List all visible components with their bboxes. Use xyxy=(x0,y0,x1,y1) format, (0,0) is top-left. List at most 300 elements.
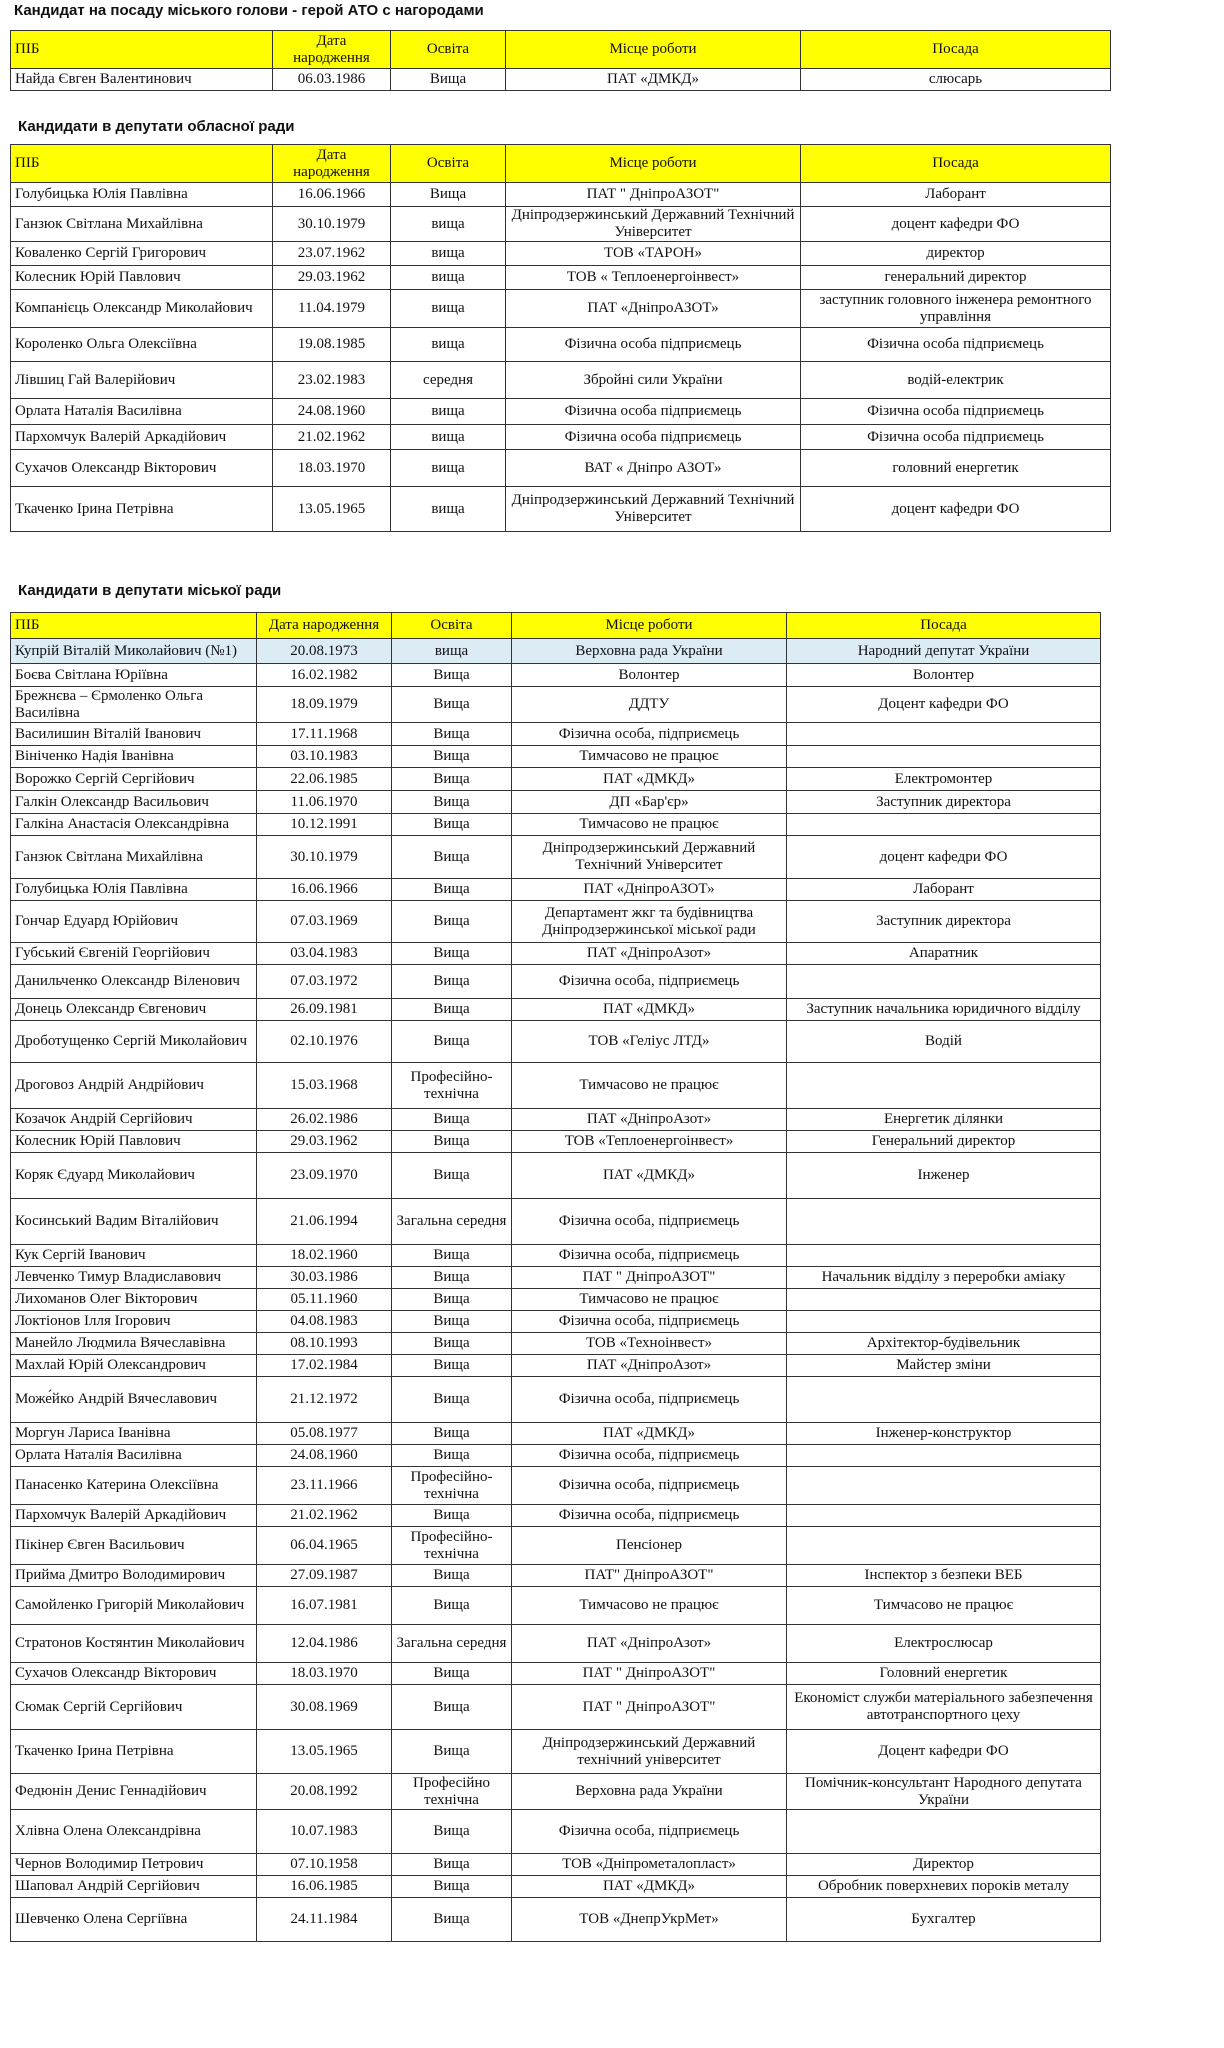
cell-education: Вища xyxy=(392,999,512,1021)
cell-education: Професійно технічна xyxy=(392,1774,512,1810)
cell-education: вища xyxy=(391,399,506,425)
cell-birthdate: 30.03.1986 xyxy=(257,1267,392,1289)
cell-education: Вища xyxy=(392,1153,512,1199)
table-row xyxy=(11,399,1111,425)
cell-education: Вища xyxy=(392,1289,512,1311)
table-row xyxy=(11,1289,1101,1311)
cell-education: Вища xyxy=(392,1565,512,1587)
cell-name: Шаповал Андрій Сергійович xyxy=(11,1876,257,1898)
cell-position xyxy=(787,746,1101,768)
cell-birthdate: 21.12.1972 xyxy=(257,1377,392,1423)
cell-name: Пархомчук Валерій Аркадійович xyxy=(11,425,273,450)
cell-workplace: ПАТ «ДніпроАзот» xyxy=(512,943,787,965)
cell-education: Вища xyxy=(392,723,512,746)
header-education: Освіта xyxy=(391,145,506,183)
cell-position xyxy=(787,1199,1101,1245)
table-row xyxy=(11,1876,1101,1898)
cell-education: Вища xyxy=(392,1898,512,1942)
cell-workplace: ПАТ " ДніпроАЗОТ" xyxy=(512,1663,787,1685)
cell-workplace: Дніпродзержинський Державний Технічний Університет xyxy=(512,836,787,879)
cell-workplace: ТОВ « Теплоенергоінвест» xyxy=(506,266,801,290)
cell-birthdate: 20.08.1973 xyxy=(257,639,392,664)
table-row xyxy=(11,425,1111,450)
table-row xyxy=(11,791,1101,814)
cell-education: Вища xyxy=(392,1245,512,1267)
cell-position: Водій xyxy=(787,1021,1101,1063)
table-row xyxy=(11,1625,1101,1663)
cell-position xyxy=(787,965,1101,999)
table-row xyxy=(11,1311,1101,1333)
cell-education: Вища xyxy=(392,1810,512,1854)
cell-name: Купрій Віталій Миколайович (№1) xyxy=(11,639,257,664)
cell-name: Брежнєва – Єрмоленко Ольга Василівна xyxy=(11,687,257,723)
cell-workplace: ВАТ « Дніпро АЗОТ» xyxy=(506,450,801,487)
cell-position xyxy=(787,814,1101,836)
cell-education: вища xyxy=(392,639,512,664)
cell-education: Вища xyxy=(392,1663,512,1685)
cell-birthdate: 06.04.1965 xyxy=(257,1527,392,1565)
table-row xyxy=(11,1063,1101,1109)
cell-position: слюсарь xyxy=(801,69,1111,91)
cell-position: головний енергетик xyxy=(801,450,1111,487)
cell-workplace: Фізична особа, підприємець xyxy=(512,1445,787,1467)
table-row xyxy=(11,836,1101,879)
table-row xyxy=(11,999,1101,1021)
cell-workplace: ПАТ" ДніпроАЗОТ" xyxy=(512,1565,787,1587)
cell-name: Донець Олександр Євгенович xyxy=(11,999,257,1021)
cell-birthdate: 07.03.1969 xyxy=(257,901,392,943)
table-row xyxy=(11,1131,1101,1153)
cell-name: Данильченко Олександр Віленович xyxy=(11,965,257,999)
header-workplace: Місце роботи xyxy=(512,613,787,639)
cell-education: Вища xyxy=(392,791,512,814)
cell-position: доцент кафедри ФО xyxy=(801,487,1111,532)
table-row xyxy=(11,1854,1101,1876)
cell-name: Боєва Світлана Юріївна xyxy=(11,664,257,687)
cell-name: Моргун Лариса Іванівна xyxy=(11,1423,257,1445)
cell-position: Лаборант xyxy=(787,879,1101,901)
cell-name: Голубицька Юлія Павлівна xyxy=(11,183,273,207)
cell-birthdate: 16.06.1985 xyxy=(257,1876,392,1898)
cell-name: Короленко Ольга Олексіївна xyxy=(11,328,273,362)
cell-position: Волонтер xyxy=(787,664,1101,687)
cell-workplace: Фізична особа підприємець xyxy=(506,328,801,362)
cell-workplace: Фізична особа, підприємець xyxy=(512,723,787,746)
header-position: Посада xyxy=(801,31,1111,69)
header-position: Посада xyxy=(801,145,1111,183)
cell-position: Головний енергетик xyxy=(787,1663,1101,1685)
cell-workplace: ТОВ «ДнепрУкрМет» xyxy=(512,1898,787,1942)
cell-birthdate: 07.03.1972 xyxy=(257,965,392,999)
cell-position: Фізична особа підприємець xyxy=(801,328,1111,362)
cell-workplace: ПАТ «ДніпроАЗОТ» xyxy=(506,290,801,328)
oblast-header-row xyxy=(11,145,1111,183)
cell-name: Василишин Віталій Іванович xyxy=(11,723,257,746)
table-row xyxy=(11,1445,1101,1467)
cell-birthdate: 03.10.1983 xyxy=(257,746,392,768)
cell-name: Найда Євген Валентинович xyxy=(11,69,273,91)
cell-name: Дроботущенко Сергій Миколайович xyxy=(11,1021,257,1063)
cell-position: Архітектор-будівельник xyxy=(787,1333,1101,1355)
cell-workplace: Фізична особа, підприємець xyxy=(512,1199,787,1245)
cell-education: Загальна середня xyxy=(392,1199,512,1245)
cell-name: Самойленко Григорій Миколайович xyxy=(11,1587,257,1625)
table-row xyxy=(11,768,1101,791)
cell-workplace: ПАТ " ДніпроАЗОТ" xyxy=(512,1685,787,1730)
cell-name: Чернов Володимир Петрович xyxy=(11,1854,257,1876)
header-position: Посада xyxy=(787,613,1101,639)
cell-education: Вища xyxy=(392,1876,512,1898)
table-row xyxy=(11,1565,1101,1587)
cell-birthdate: 26.09.1981 xyxy=(257,999,392,1021)
cell-workplace: Верховна рада України xyxy=(512,1774,787,1810)
cell-workplace: Тимчасово не працює xyxy=(512,746,787,768)
cell-birthdate: 02.10.1976 xyxy=(257,1021,392,1063)
cell-name: Колесник Юрій Павлович xyxy=(11,1131,257,1153)
cell-name: Пархомчук Валерій Аркадійович xyxy=(11,1505,257,1527)
cell-birthdate: 23.07.1962 xyxy=(273,242,391,266)
cell-education: Вища xyxy=(392,768,512,791)
cell-birthdate: 18.03.1970 xyxy=(257,1663,392,1685)
cell-education: Вища xyxy=(392,1109,512,1131)
cell-name: Галкіна Анастасія Олександрівна xyxy=(11,814,257,836)
cell-position xyxy=(787,1505,1101,1527)
cell-workplace: Тимчасово не працює xyxy=(512,1587,787,1625)
cell-name: Лихоманов Олег Вікторович xyxy=(11,1289,257,1311)
cell-workplace: Тимчасово не працює xyxy=(512,1063,787,1109)
cell-education: Вища xyxy=(392,1445,512,1467)
table-row xyxy=(11,746,1101,768)
cell-position: Апаратник xyxy=(787,943,1101,965)
cell-education: Вища xyxy=(392,1685,512,1730)
cell-birthdate: 10.12.1991 xyxy=(257,814,392,836)
cell-position xyxy=(787,1245,1101,1267)
cell-workplace: Дніпродзержинський Державний Технічний Університет xyxy=(506,487,801,532)
cell-birthdate: 23.09.1970 xyxy=(257,1153,392,1199)
cell-birthdate: 22.06.1985 xyxy=(257,768,392,791)
cell-name: Прийма Дмитро Володимирович xyxy=(11,1565,257,1587)
cell-name: Сухачов Олександр Вікторович xyxy=(11,450,273,487)
cell-education: Вища xyxy=(392,879,512,901)
table-row xyxy=(11,1423,1101,1445)
cell-workplace: Тимчасово не працює xyxy=(512,1289,787,1311)
cell-position: заступник головного інженера ремонтного управління xyxy=(801,290,1111,328)
cell-education: Вища xyxy=(392,965,512,999)
cell-education: Професійно-технічна xyxy=(392,1527,512,1565)
header-name: ПІБ xyxy=(11,613,257,639)
cell-birthdate: 30.08.1969 xyxy=(257,1685,392,1730)
table-row xyxy=(11,207,1111,242)
cell-name: Хлівна Олена Олександрівна xyxy=(11,1810,257,1854)
cell-birthdate: 06.03.1986 xyxy=(273,69,391,91)
table-row xyxy=(11,965,1101,999)
cell-workplace: Фізична особа, підприємець xyxy=(512,1505,787,1527)
cell-workplace: Фізична особа, підприємець xyxy=(512,1810,787,1854)
cell-education: Вища xyxy=(392,1267,512,1289)
cell-name: Галкін Олександр Васильович xyxy=(11,791,257,814)
cell-workplace: Фізична особа, підприємець xyxy=(512,1377,787,1423)
cell-education: Вища xyxy=(392,1021,512,1063)
cell-workplace: ПАТ «ДМКД» xyxy=(512,1876,787,1898)
cell-name: Колесник Юрій Павлович xyxy=(11,266,273,290)
cell-education: Вища xyxy=(392,1854,512,1876)
cell-birthdate: 27.09.1987 xyxy=(257,1565,392,1587)
cell-birthdate: 13.05.1965 xyxy=(257,1730,392,1774)
cell-education: Вища xyxy=(392,1423,512,1445)
cell-workplace: ДДТУ xyxy=(512,687,787,723)
cell-education: Вища xyxy=(392,746,512,768)
cell-name: Махлай Юрій Олександрович xyxy=(11,1355,257,1377)
cell-workplace: ТОВ «Теплоенергоінвест» xyxy=(512,1131,787,1153)
cell-workplace: Фізична особа підприємець xyxy=(506,425,801,450)
table-row xyxy=(11,723,1101,746)
table-row xyxy=(11,1730,1101,1774)
mayor-section-title: Кандидат на посаду міського голови - герой АТО с нагородами xyxy=(14,2,484,19)
cell-birthdate: 11.04.1979 xyxy=(273,290,391,328)
cell-name: Дроговоз Андрій Андрійович xyxy=(11,1063,257,1109)
table-row xyxy=(11,1267,1101,1289)
cell-birthdate: 05.08.1977 xyxy=(257,1423,392,1445)
cell-name: Сюмак Сергій Сергійович xyxy=(11,1685,257,1730)
cell-birthdate: 24.11.1984 xyxy=(257,1898,392,1942)
table-row xyxy=(11,901,1101,943)
cell-name: Левченко Тимур Владиславович xyxy=(11,1267,257,1289)
header-education: Освіта xyxy=(391,31,506,69)
cell-birthdate: 08.10.1993 xyxy=(257,1333,392,1355)
cell-education: Вища xyxy=(392,1333,512,1355)
cell-birthdate: 03.04.1983 xyxy=(257,943,392,965)
cell-education: Вища xyxy=(392,814,512,836)
cell-position: Доцент кафедри ФО xyxy=(787,1730,1101,1774)
cell-birthdate: 16.07.1981 xyxy=(257,1587,392,1625)
cell-name: Коряк Єдуард Миколайович xyxy=(11,1153,257,1199)
cell-position: Інженер xyxy=(787,1153,1101,1199)
table-row xyxy=(11,1153,1101,1199)
cell-position: генеральний директор xyxy=(801,266,1111,290)
cell-workplace: Збройні сили України xyxy=(506,362,801,399)
cell-position: Фізична особа підприємець xyxy=(801,399,1111,425)
cell-birthdate: 17.11.1968 xyxy=(257,723,392,746)
cell-name: Компанієць Олександр Миколайович xyxy=(11,290,273,328)
cell-name: Може́йко Андрій Вячеславович xyxy=(11,1377,257,1423)
cell-education: вища xyxy=(391,242,506,266)
table-row xyxy=(11,1505,1101,1527)
table-row xyxy=(11,362,1111,399)
cell-birthdate: 13.05.1965 xyxy=(273,487,391,532)
cell-education: Вища xyxy=(391,69,506,91)
cell-name: Ганзюк Світлана Михайлівна xyxy=(11,836,257,879)
cell-birthdate: 16.06.1966 xyxy=(257,879,392,901)
cell-birthdate: 18.02.1960 xyxy=(257,1245,392,1267)
cell-education: вища xyxy=(391,487,506,532)
table-row xyxy=(11,664,1101,687)
cell-name: Стратонов Костянтин Миколайович xyxy=(11,1625,257,1663)
cell-education: Вища xyxy=(392,943,512,965)
table-row xyxy=(11,328,1111,362)
table-row xyxy=(11,1467,1101,1505)
cell-birthdate: 24.08.1960 xyxy=(273,399,391,425)
cell-birthdate: 20.08.1992 xyxy=(257,1774,392,1810)
cell-birthdate: 16.02.1982 xyxy=(257,664,392,687)
cell-position: Економіст служби матеріального забезпечення автотранспортного цеху xyxy=(787,1685,1101,1730)
cell-name: Лівшиц Гай Валерійович xyxy=(11,362,273,399)
cell-education: Загальна середня xyxy=(392,1625,512,1663)
cell-education: Вища xyxy=(391,183,506,207)
city-section-title: Кандидати в депутати міської ради xyxy=(18,582,282,599)
cell-workplace: Фізична особа, підприємець xyxy=(512,965,787,999)
cell-position: Інженер-конструктор xyxy=(787,1423,1101,1445)
cell-birthdate: 18.09.1979 xyxy=(257,687,392,723)
cell-workplace: ПАТ «ДМКД» xyxy=(506,69,801,91)
cell-workplace: Тимчасово не працює xyxy=(512,814,787,836)
cell-workplace: Верховна рада України xyxy=(512,639,787,664)
cell-position xyxy=(787,1445,1101,1467)
cell-position xyxy=(787,1810,1101,1854)
cell-education: Професійно-технічна xyxy=(392,1467,512,1505)
cell-birthdate: 23.11.1966 xyxy=(257,1467,392,1505)
cell-position: Тимчасово не працює xyxy=(787,1587,1101,1625)
cell-name: Орлата Наталія Василівна xyxy=(11,399,273,425)
cell-birthdate: 12.04.1986 xyxy=(257,1625,392,1663)
cell-birthdate: 19.08.1985 xyxy=(273,328,391,362)
cell-birthdate: 15.03.1968 xyxy=(257,1063,392,1109)
cell-name: Вініченко Надія Іванівна xyxy=(11,746,257,768)
cell-name: Кук Сергій Іванович xyxy=(11,1245,257,1267)
table-row xyxy=(11,1587,1101,1625)
table-row xyxy=(11,242,1111,266)
cell-birthdate: 07.10.1958 xyxy=(257,1854,392,1876)
table-row xyxy=(11,183,1111,207)
cell-workplace: ТОВ «Геліус ЛТД» xyxy=(512,1021,787,1063)
cell-position: Фізична особа підприємець xyxy=(801,425,1111,450)
cell-workplace: Фізична особа, підприємець xyxy=(512,1311,787,1333)
cell-name: Ганзюк Світлана Михайлівна xyxy=(11,207,273,242)
cell-education: Вища xyxy=(392,901,512,943)
cell-position: Обробник поверхневих пороків металу xyxy=(787,1876,1101,1898)
cell-workplace: ТОВ «Дніпрометалопласт» xyxy=(512,1854,787,1876)
city-header-row xyxy=(11,613,1101,639)
header-name: ПІБ xyxy=(11,31,273,69)
table-row xyxy=(11,1199,1101,1245)
table-row xyxy=(11,1245,1101,1267)
mayor-candidates-table xyxy=(10,30,1111,91)
cell-education: Вища xyxy=(392,687,512,723)
cell-education: Вища xyxy=(392,1131,512,1153)
cell-workplace: Волонтер xyxy=(512,664,787,687)
cell-education: вища xyxy=(391,207,506,242)
cell-position: Енергетик ділянки xyxy=(787,1109,1101,1131)
cell-name: Панасенко Катерина Олексіївна xyxy=(11,1467,257,1505)
cell-birthdate: 18.03.1970 xyxy=(273,450,391,487)
table-row xyxy=(11,814,1101,836)
cell-education: вища xyxy=(391,425,506,450)
cell-position: Бухгалтер xyxy=(787,1898,1101,1942)
cell-position xyxy=(787,723,1101,746)
header-birthdate: Дата народження xyxy=(273,31,391,69)
table-row xyxy=(11,879,1101,901)
mayor-header-row xyxy=(11,31,1111,69)
cell-education: середня xyxy=(391,362,506,399)
cell-birthdate: 30.10.1979 xyxy=(273,207,391,242)
cell-position: Електрослюсар xyxy=(787,1625,1101,1663)
cell-workplace: ПАТ «ДМКД» xyxy=(512,999,787,1021)
table-row xyxy=(11,487,1111,532)
cell-workplace: Пенсіонер xyxy=(512,1527,787,1565)
cell-position: Майстер зміни xyxy=(787,1355,1101,1377)
table-row xyxy=(11,1663,1101,1685)
cell-birthdate: 21.02.1962 xyxy=(257,1505,392,1527)
cell-birthdate: 10.07.1983 xyxy=(257,1810,392,1854)
cell-name: Губський Євгеній Георгійович xyxy=(11,943,257,965)
cell-workplace: ТОВ «Техноінвест» xyxy=(512,1333,787,1355)
cell-education: Вища xyxy=(392,1355,512,1377)
table-row xyxy=(11,450,1111,487)
cell-name: Ткаченко Ірина Петрівна xyxy=(11,1730,257,1774)
table-row xyxy=(11,1377,1101,1423)
header-birthdate: Дата народження xyxy=(257,613,392,639)
cell-workplace: Дніпродзержинський Державний Технічний Університет xyxy=(506,207,801,242)
city-candidates-table xyxy=(10,612,1101,1942)
table-row xyxy=(11,1898,1101,1942)
cell-position: Заступник директора xyxy=(787,791,1101,814)
cell-workplace: ПАТ «ДніпроАзот» xyxy=(512,1109,787,1131)
cell-name: Ткаченко Ірина Петрівна xyxy=(11,487,273,532)
header-workplace: Місце роботи xyxy=(506,145,801,183)
cell-workplace: ПАТ " ДніпроАЗОТ" xyxy=(512,1267,787,1289)
cell-education: Вища xyxy=(392,1730,512,1774)
cell-position: доцент кафедри ФО xyxy=(801,207,1111,242)
oblast-candidates-table xyxy=(10,144,1111,532)
cell-education: вища xyxy=(391,266,506,290)
cell-name: Федюнін Денис Геннадійович xyxy=(11,1774,257,1810)
table-row xyxy=(11,290,1111,328)
cell-birthdate: 24.08.1960 xyxy=(257,1445,392,1467)
cell-position: Начальник відділу з переробки аміаку xyxy=(787,1267,1101,1289)
cell-workplace: ПАТ «ДМКД» xyxy=(512,768,787,791)
cell-name: Голубицька Юлія Павлівна xyxy=(11,879,257,901)
cell-position: Заступник начальника юридичного відділу xyxy=(787,999,1101,1021)
cell-workplace: ДП «Бар'єр» xyxy=(512,791,787,814)
cell-education: Вища xyxy=(392,1587,512,1625)
cell-name: Локтіонов Ілля Ігорович xyxy=(11,1311,257,1333)
cell-education: Вища xyxy=(392,836,512,879)
cell-birthdate: 05.11.1960 xyxy=(257,1289,392,1311)
cell-birthdate: 30.10.1979 xyxy=(257,836,392,879)
cell-position: Народний депутат України xyxy=(787,639,1101,664)
header-workplace: Місце роботи xyxy=(506,31,801,69)
cell-birthdate: 23.02.1983 xyxy=(273,362,391,399)
cell-name: Сухачов Олександр Вікторович xyxy=(11,1663,257,1685)
cell-workplace: ПАТ «ДніпроАзот» xyxy=(512,1625,787,1663)
table-row xyxy=(11,1685,1101,1730)
cell-workplace: ПАТ «ДніпроАЗОТ» xyxy=(512,879,787,901)
table-row xyxy=(11,1333,1101,1355)
cell-education: вища xyxy=(391,290,506,328)
cell-name: Орлата Наталія Василівна xyxy=(11,1445,257,1467)
cell-position: Лаборант xyxy=(801,183,1111,207)
cell-workplace: ПАТ «ДніпроАзот» xyxy=(512,1355,787,1377)
table-row xyxy=(11,1109,1101,1131)
cell-position xyxy=(787,1467,1101,1505)
cell-birthdate: 29.03.1962 xyxy=(273,266,391,290)
cell-position: доцент кафедри ФО xyxy=(787,836,1101,879)
cell-birthdate: 04.08.1983 xyxy=(257,1311,392,1333)
cell-workplace: ТОВ «ТАРОН» xyxy=(506,242,801,266)
cell-position xyxy=(787,1527,1101,1565)
cell-name: Шевченко Олена Сергіївна xyxy=(11,1898,257,1942)
cell-name: Ворожко Сергій Сергійович xyxy=(11,768,257,791)
table-row xyxy=(11,1021,1101,1063)
